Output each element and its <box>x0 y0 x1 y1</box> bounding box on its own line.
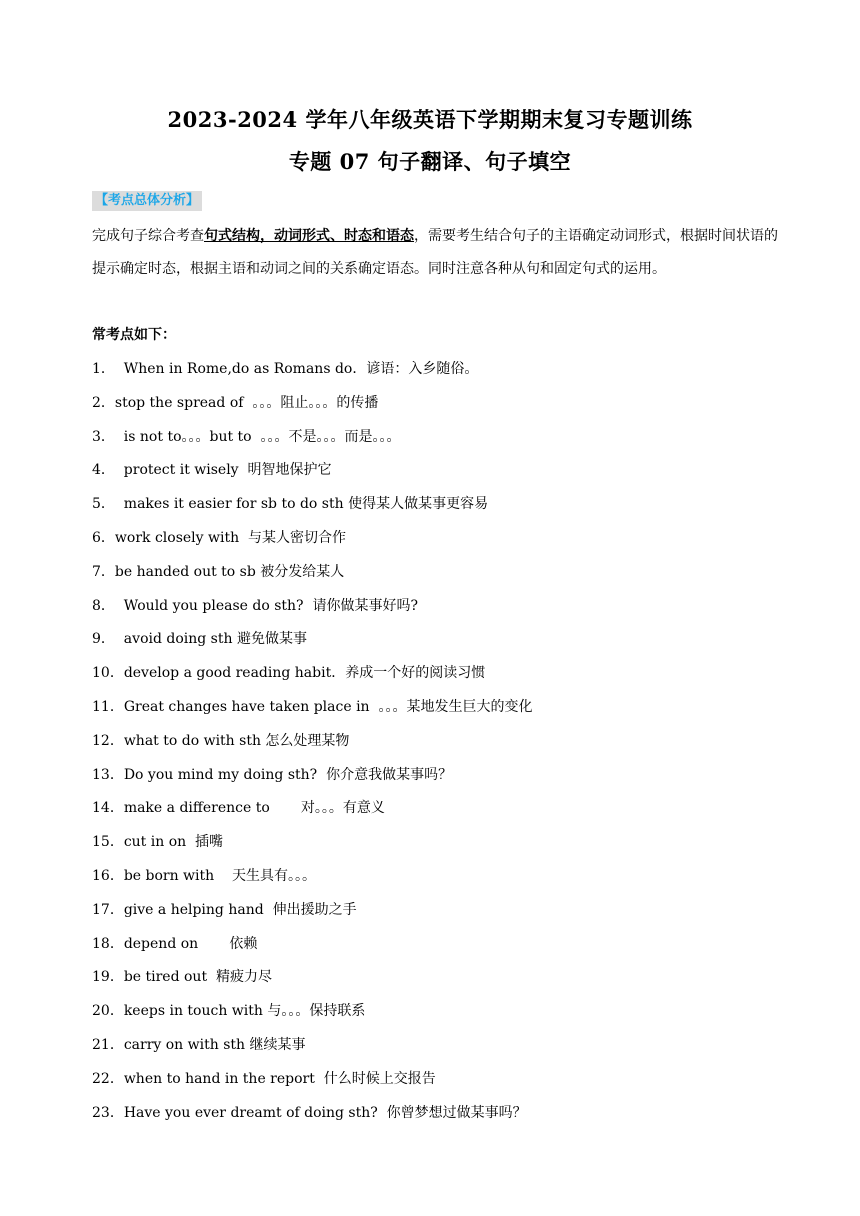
list-item: 12．what to do with sth 怎么处理某物 <box>92 732 350 749</box>
analysis-prefix: 完成句子综合考查 <box>92 228 204 244</box>
list-item: 14．make a difference to 对。。。有意义 <box>92 800 385 817</box>
list-item: 19．be tired out 精疲力尽 <box>92 969 272 986</box>
list-item: 17．give a helping hand 伸出援助之手 <box>92 901 357 918</box>
list-item: 2．stop the spread of 。。。阻止。。。的传播 <box>92 394 379 411</box>
list-item: 1． When in Rome,do as Romans do．谚语：入乡随俗。 <box>92 361 479 377</box>
common-points-list <box>92 358 532 1135</box>
analysis-suffix: ，需要考生结合句子的主语确定动词形式，根据时间状语的提示确定时态，根据主语和动词之间的关系确定语态。同时注意各种从句和固定句式的运用。 <box>92 228 778 277</box>
list-item: 23．Have you ever dreamt of doing sth? 你曾梦想过做某事吗？ <box>92 1104 527 1121</box>
analysis-highlight: 句式结构，动词形式、时态和语态 <box>204 228 414 244</box>
document-subtitle: 专题 07 句子翻译、句子填空 <box>288 149 572 174</box>
list-item: 4． protect it wisely 明智地保护它 <box>92 462 332 479</box>
list-item: 3． is not to。。。but to 。。。不是。。。而是。。。 <box>92 428 401 445</box>
list-item: 10．develop a good reading habit．养成一个好的阅读习惯 <box>92 665 486 682</box>
list-item: 18．depend on 依赖 <box>92 935 258 952</box>
list-item: 8． Would you please do sth? 请你做某事好吗? <box>92 597 418 614</box>
list-item: 11．Great changes have taken place in 。。。某地发生巨大的变化 <box>92 698 533 715</box>
list-item: 5． makes it easier for sb to do sth 使得某人做某事更容易 <box>92 496 489 513</box>
list-item: 13．Do you mind my doing sth? 你介意我做某事吗？ <box>92 766 453 783</box>
list-item: 22．when to hand in the report 什么时候上交报告 <box>92 1070 436 1087</box>
section-tag: 【考点总体分析】 <box>92 191 202 211</box>
list-item: 7．be handed out to sb 被分发给某人 <box>92 563 345 580</box>
document-title: 2023-2024 学年八年级英语下学期期末复习专题训练 <box>167 107 693 132</box>
analysis-paragraph <box>92 220 782 286</box>
list-item: 16．be born with 天生具有。。。 <box>92 867 316 884</box>
common-points-heading: 常考点如下： <box>92 327 176 343</box>
list-item: 6．work closely with 与某人密切合作 <box>92 529 347 546</box>
list-item: 20．keeps in touch with 与。。。保持联系 <box>92 1003 366 1020</box>
list-item: 15．cut in on 插嘴 <box>92 834 224 851</box>
list-item: 9． avoid doing sth 避免做某事 <box>92 631 307 648</box>
list-item: 21．carry on with sth 继续某事 <box>92 1036 306 1053</box>
